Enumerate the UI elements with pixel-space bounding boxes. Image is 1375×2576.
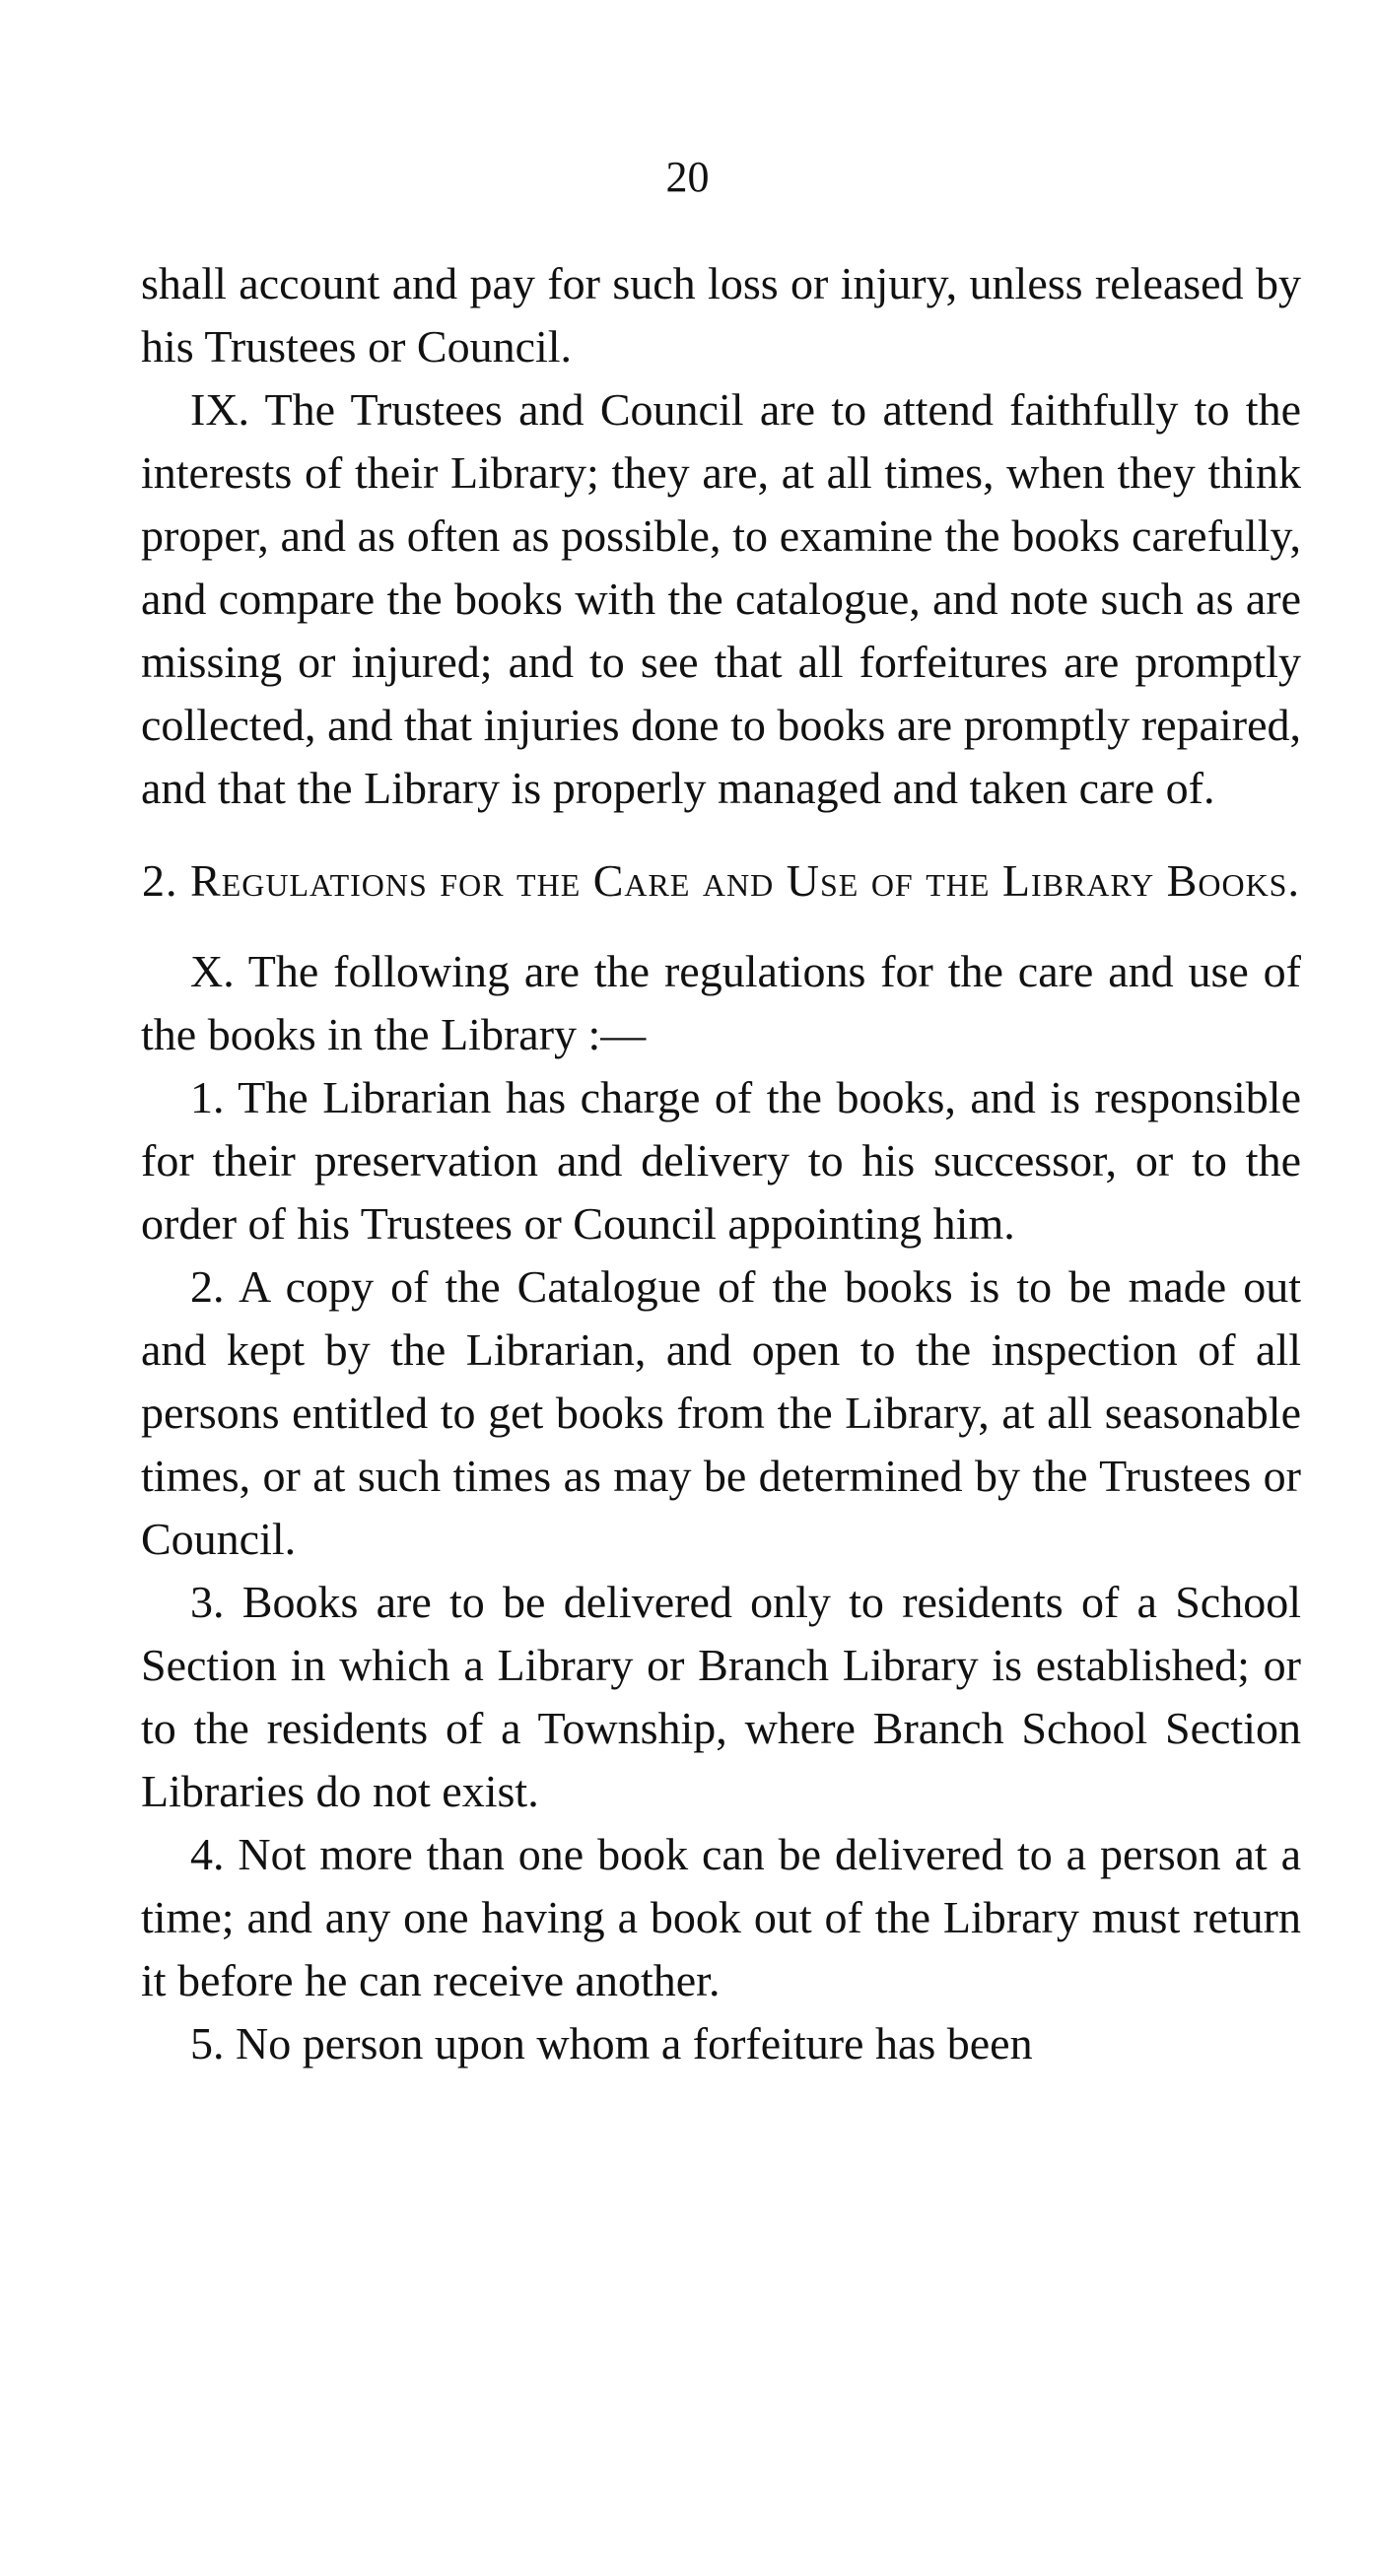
section-heading-number: 2. xyxy=(142,855,178,906)
regulation-1: 1. The Librarian has charge of the books, and is responsible for their preservation and delivery to his successor, or to the order of his Trustees or Council appointing him. xyxy=(141,1072,1301,1249)
page-number: 20 xyxy=(665,153,710,201)
paragraph-ix: IX. The Trustees and Council are to attend faithfully to the interests of their Library; they are, at all times, when they think proper, and as often as possible, to examine the books carefully, and compare the books with the catalogue, and note such as are missing or injured; and to see that all forfeitures are promptly collected, and that injuries done to books are promptly repaired, and that the Library is properly managed and taken care of. xyxy=(141,384,1301,813)
section-heading-text: Regulations for the Care and Use of the Library Books. xyxy=(190,855,1300,906)
regulation-4: 4. Not more than one book can be delivered to a person at a time; and any one having a book out of the Library must return it before he can receive another. xyxy=(141,1829,1301,2005)
section-heading xyxy=(141,849,1301,913)
paragraph-continuation: shall account and pay for such loss or injury, unless released by his Trustees or Council. xyxy=(141,258,1301,372)
regulation-3: 3. Books are to be delivered only to residents of a School Section in which a Library or Branch Library is established; or to the residents of a Township, where Branch School Section Libraries do not exist. xyxy=(141,1577,1301,1816)
paragraph-x: X. The following are the regulations for the care and use of the books in the Library :— xyxy=(141,946,1301,1059)
body-text xyxy=(141,252,1301,2075)
regulation-5: 5. No person upon whom a forfeiture has been xyxy=(190,2018,1033,2068)
regulation-2: 2. A copy of the Catalogue of the books is to be made out and kept by the Librarian, and open to the inspection of all persons entitled to get books from the Library, at all seasonable times, or at such times as may be determined by the Trustees or Council. xyxy=(141,1261,1301,1564)
